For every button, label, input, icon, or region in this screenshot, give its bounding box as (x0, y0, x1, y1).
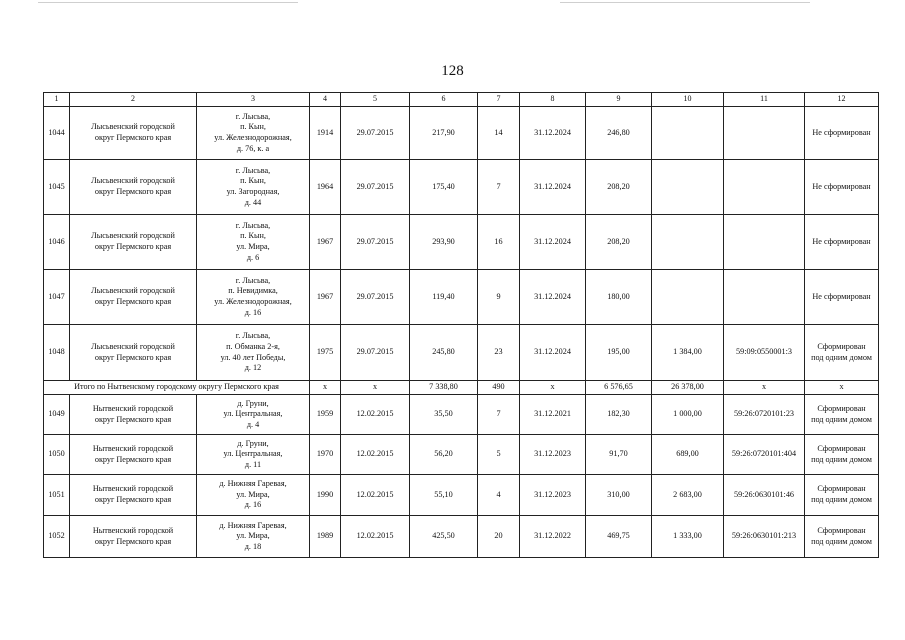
year-cell: 1959 (310, 395, 341, 435)
date-cell: 29.07.2015 (341, 160, 410, 215)
table-row (44, 325, 879, 381)
table-row (44, 435, 879, 475)
area-cell: 35,50 (410, 395, 478, 435)
row-number-cell: 1047 (44, 270, 70, 325)
municipality-cell: Нытвенский городской округ Пермского края (70, 475, 197, 516)
municipality-cell: Лысьвенский городской округ Пермского края (70, 325, 197, 381)
row-number-cell: 1052 (44, 516, 70, 558)
table-row (44, 160, 879, 215)
land-status-cell: Сформирован под одним домом (805, 325, 879, 381)
column-number: 3 (197, 93, 310, 107)
total-date-cell: х (341, 381, 410, 395)
total-residents-cell: 490 (478, 381, 520, 395)
column-number: 4 (310, 93, 341, 107)
residents-cell: 4 (478, 475, 520, 516)
year-cell: 1967 (310, 270, 341, 325)
year-cell: 1964 (310, 160, 341, 215)
cost-cell: 1 384,00 (652, 325, 724, 381)
area-cell: 425,50 (410, 516, 478, 558)
municipality-cell: Лысьвенский городской округ Пермского края (70, 107, 197, 160)
total-deadline-cell: х (520, 381, 586, 395)
date-cell: 29.07.2015 (341, 325, 410, 381)
column-number: 12 (805, 93, 879, 107)
total-label: Итого по Нытвенскому городскому округу Пермского края (44, 381, 310, 395)
municipality-cell: Нытвенский городской округ Пермского края (70, 395, 197, 435)
area-resettled-cell: 469,75 (586, 516, 652, 558)
area-cell: 175,40 (410, 160, 478, 215)
land-status-cell: Не сформирован (805, 107, 879, 160)
year-cell: 1975 (310, 325, 341, 381)
cadastral-number-cell (724, 270, 805, 325)
year-cell: 1967 (310, 215, 341, 270)
area-resettled-cell: 182,30 (586, 395, 652, 435)
total-cost-cell: 26 378,00 (652, 381, 724, 395)
address-cell: г. Лысьва, п. Обманка 2-я, ул. 40 лет Победы, д. 12 (197, 325, 310, 381)
deadline-cell: 31.12.2023 (520, 475, 586, 516)
deadline-cell: 31.12.2024 (520, 160, 586, 215)
table-row (44, 270, 879, 325)
column-number: 8 (520, 93, 586, 107)
area-resettled-cell: 180,00 (586, 270, 652, 325)
area-resettled-cell: 208,20 (586, 215, 652, 270)
area-resettled-cell: 91,70 (586, 435, 652, 475)
cadastral-number-cell: 59:26:0630101:213 (724, 516, 805, 558)
cost-cell: 1 000,00 (652, 395, 724, 435)
address-cell: д. Груни, ул. Центральная, д. 11 (197, 435, 310, 475)
column-number-row (44, 93, 879, 107)
cost-cell: 689,00 (652, 435, 724, 475)
cadastral-number-cell (724, 160, 805, 215)
total-row (44, 381, 879, 395)
total-year-cell: х (310, 381, 341, 395)
area-cell: 245,80 (410, 325, 478, 381)
scan-edge-line-left (38, 2, 298, 3)
cost-cell (652, 270, 724, 325)
column-number: 6 (410, 93, 478, 107)
land-status-cell: Сформирован под одним домом (805, 395, 879, 435)
date-cell: 12.02.2015 (341, 435, 410, 475)
cadastral-number-cell: 59:26:0720101:404 (724, 435, 805, 475)
date-cell: 12.02.2015 (341, 395, 410, 435)
deadline-cell: 31.12.2024 (520, 325, 586, 381)
row-number-cell: 1044 (44, 107, 70, 160)
date-cell: 29.07.2015 (341, 107, 410, 160)
cost-cell (652, 215, 724, 270)
address-cell: д. Груни, ул. Центральная, д. 4 (197, 395, 310, 435)
residents-cell: 7 (478, 395, 520, 435)
cost-cell: 2 683,00 (652, 475, 724, 516)
residents-cell: 23 (478, 325, 520, 381)
area-resettled-cell: 208,20 (586, 160, 652, 215)
address-cell: г. Лысьва, п. Невидимка, ул. Железнодорожная, д. 16 (197, 270, 310, 325)
table-row (44, 215, 879, 270)
column-number: 11 (724, 93, 805, 107)
register-table (43, 92, 879, 558)
deadline-cell: 31.12.2024 (520, 215, 586, 270)
deadline-cell: 31.12.2021 (520, 395, 586, 435)
address-cell: г. Лысьва, п. Кын, ул. Железнодорожная, д. 76, к. а (197, 107, 310, 160)
address-cell: г. Лысьва, п. Кын, ул. Загородная, д. 44 (197, 160, 310, 215)
column-number: 5 (341, 93, 410, 107)
date-cell: 29.07.2015 (341, 215, 410, 270)
year-cell: 1989 (310, 516, 341, 558)
total-status-cell: х (805, 381, 879, 395)
row-number-cell: 1049 (44, 395, 70, 435)
address-cell: д. Нижняя Гаревая, ул. Мира, д. 16 (197, 475, 310, 516)
row-number-cell: 1051 (44, 475, 70, 516)
address-cell: д. Нижняя Гаревая, ул. Мира, д. 18 (197, 516, 310, 558)
municipality-cell: Нытвенский городской округ Пермского края (70, 516, 197, 558)
residents-cell: 20 (478, 516, 520, 558)
year-cell: 1914 (310, 107, 341, 160)
residents-cell: 9 (478, 270, 520, 325)
municipality-cell: Нытвенский городской округ Пермского края (70, 435, 197, 475)
total-area2-cell: 6 576,65 (586, 381, 652, 395)
table-row (44, 107, 879, 160)
table-row (44, 475, 879, 516)
row-number-cell: 1045 (44, 160, 70, 215)
column-number: 10 (652, 93, 724, 107)
residents-cell: 5 (478, 435, 520, 475)
deadline-cell: 31.12.2024 (520, 270, 586, 325)
column-number: 2 (70, 93, 197, 107)
municipality-cell: Лысьвенский городской округ Пермского края (70, 160, 197, 215)
date-cell: 12.02.2015 (341, 475, 410, 516)
area-cell: 56,20 (410, 435, 478, 475)
address-cell: г. Лысьва, п. Кын, ул. Мира, д. 6 (197, 215, 310, 270)
row-number-cell: 1050 (44, 435, 70, 475)
table-row (44, 516, 879, 558)
land-status-cell: Сформирован под одним домом (805, 516, 879, 558)
cost-cell (652, 107, 724, 160)
cadastral-number-cell: 59:09:0550001:3 (724, 325, 805, 381)
total-area-cell: 7 338,80 (410, 381, 478, 395)
cadastral-number-cell: 59:26:0630101:46 (724, 475, 805, 516)
column-number: 9 (586, 93, 652, 107)
cadastral-number-cell (724, 107, 805, 160)
cost-cell: 1 333,00 (652, 516, 724, 558)
area-resettled-cell: 310,00 (586, 475, 652, 516)
area-cell: 293,90 (410, 215, 478, 270)
column-number: 7 (478, 93, 520, 107)
residents-cell: 16 (478, 215, 520, 270)
scan-edge-line-right (560, 2, 810, 3)
deadline-cell: 31.12.2024 (520, 107, 586, 160)
area-cell: 217,90 (410, 107, 478, 160)
land-status-cell: Сформирован под одним домом (805, 475, 879, 516)
year-cell: 1990 (310, 475, 341, 516)
row-number-cell: 1046 (44, 215, 70, 270)
date-cell: 12.02.2015 (341, 516, 410, 558)
area-resettled-cell: 246,80 (586, 107, 652, 160)
area-cell: 119,40 (410, 270, 478, 325)
total-cadastral-cell: х (724, 381, 805, 395)
land-status-cell: Сформирован под одним домом (805, 435, 879, 475)
area-resettled-cell: 195,00 (586, 325, 652, 381)
residents-cell: 14 (478, 107, 520, 160)
column-number: 1 (44, 93, 70, 107)
land-status-cell: Не сформирован (805, 270, 879, 325)
land-status-cell: Не сформирован (805, 160, 879, 215)
cadastral-number-cell: 59:26:0720101:23 (724, 395, 805, 435)
cadastral-number-cell (724, 215, 805, 270)
table-row (44, 395, 879, 435)
page-number: 128 (441, 63, 464, 79)
date-cell: 29.07.2015 (341, 270, 410, 325)
cost-cell (652, 160, 724, 215)
area-cell: 55,10 (410, 475, 478, 516)
land-status-cell: Не сформирован (805, 215, 879, 270)
deadline-cell: 31.12.2023 (520, 435, 586, 475)
deadline-cell: 31.12.2022 (520, 516, 586, 558)
municipality-cell: Лысьвенский городской округ Пермского края (70, 270, 197, 325)
year-cell: 1970 (310, 435, 341, 475)
municipality-cell: Лысьвенский городской округ Пермского края (70, 215, 197, 270)
row-number-cell: 1048 (44, 325, 70, 381)
residents-cell: 7 (478, 160, 520, 215)
